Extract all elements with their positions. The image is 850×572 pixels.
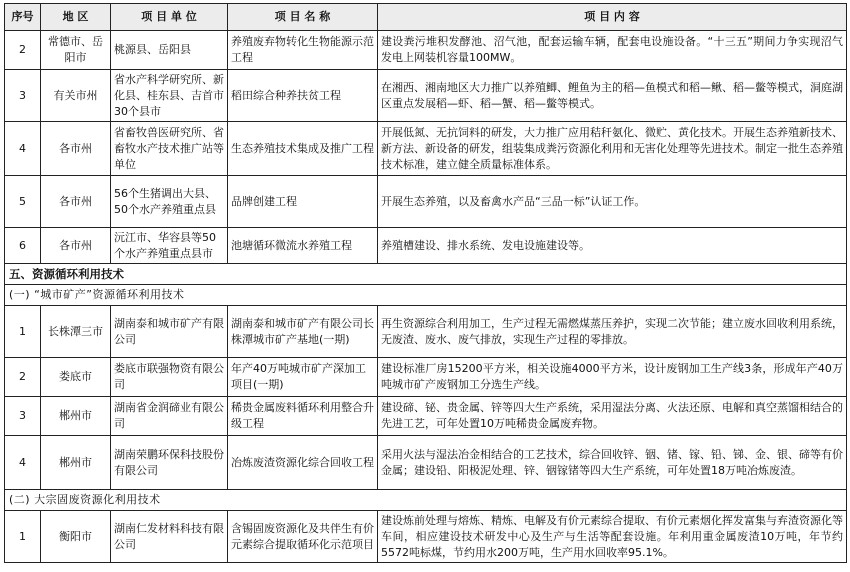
cell-name: 稀贵金属废料循环利用整合升级工程 bbox=[228, 397, 378, 436]
table-row bbox=[5, 436, 847, 490]
cell-content: 建设炼前处理与熔炼、精炼、电解及有价元素综合提取、有价元素烟化挥发富集与弃渣资源化等车间，相应建设技术研发中心及生产与生活等配套设施。年利用重金属废渣10万吨，年节约5572吨标煤，节约用水200万吨，生产用水回收率95.1%。 bbox=[378, 511, 847, 563]
section-heading: 五、资源循环利用技术 bbox=[5, 264, 847, 285]
cell-unit: 湖南泰和城市矿产有限公司 bbox=[111, 306, 228, 358]
cell-unit: 湖南省金润碲业有限公司 bbox=[111, 397, 228, 436]
cell-name: 池塘循环微流水养殖工程 bbox=[228, 228, 378, 264]
header-seq: 序号 bbox=[5, 4, 41, 31]
cell-name: 养殖废弃物转化生物能源示范工程 bbox=[228, 31, 378, 70]
cell-seq: 4 bbox=[5, 436, 41, 490]
cell-name: 含锡固废资源化及共伴生有价元素综合提取循环化示范项目 bbox=[228, 511, 378, 563]
table-row bbox=[5, 122, 847, 176]
cell-seq: 6 bbox=[5, 228, 41, 264]
table-row bbox=[5, 31, 847, 70]
table-row bbox=[5, 511, 847, 563]
cell-region: 郴州市 bbox=[41, 436, 111, 490]
cell-name: 冶炼废渣资源化综合回收工程 bbox=[228, 436, 378, 490]
cell-name: 品牌创建工程 bbox=[228, 176, 378, 228]
cell-content: 建设标准厂房15200平方米，相关设施4000平方米，设计废钢加工生产线3条，形成年产40万吨城市矿产废钢加工分选生产线。 bbox=[378, 358, 847, 397]
cell-name: 年产40万吨城市矿产深加工项目(一期) bbox=[228, 358, 378, 397]
cell-region: 有关市州 bbox=[41, 70, 111, 122]
header-content: 项 目 内 容 bbox=[378, 4, 847, 31]
cell-seq: 2 bbox=[5, 358, 41, 397]
cell-region: 娄底市 bbox=[41, 358, 111, 397]
cell-unit: 沅江市、华容县等50个水产养殖重点县市 bbox=[111, 228, 228, 264]
cell-unit: 湖南荣鹏环保科技股份有限公司 bbox=[111, 436, 228, 490]
header-unit: 项 目 单 位 bbox=[111, 4, 228, 31]
cell-unit: 桃源县、岳阳县 bbox=[111, 31, 228, 70]
cell-content: 采用火法与湿法冶金相结合的工艺技术，综合回收锌、铟、锗、镓、铅、锑、金、银、碲等有价金属；建设铅、阳极泥处理、锌、铟镓锗等四大生产系统，可年处置18万吨冶炼废渣。 bbox=[378, 436, 847, 490]
cell-name: 湖南泰和城市矿产有限公司长株潭城市矿产基地(一期) bbox=[228, 306, 378, 358]
cell-region: 常德市、岳阳市 bbox=[41, 31, 111, 70]
cell-seq: 4 bbox=[5, 122, 41, 176]
section-heading-row bbox=[5, 264, 847, 285]
cell-unit: 湖南仁发材料科技有限公司 bbox=[111, 511, 228, 563]
cell-content: 养殖槽建设、排水系统、发电设施建设等。 bbox=[378, 228, 847, 264]
cell-region: 衡阳市 bbox=[41, 511, 111, 563]
cell-unit: 娄底市联强物资有限公司 bbox=[111, 358, 228, 397]
cell-seq: 5 bbox=[5, 176, 41, 228]
cell-seq: 1 bbox=[5, 306, 41, 358]
cell-region: 各市州 bbox=[41, 176, 111, 228]
cell-seq: 1 bbox=[5, 511, 41, 563]
cell-name: 稻田综合种养扶贫工程 bbox=[228, 70, 378, 122]
subsection-heading-row bbox=[5, 285, 847, 306]
table-row bbox=[5, 228, 847, 264]
subsection-heading: (二) 大宗固废资源化利用技术 bbox=[5, 490, 847, 511]
cell-content: 开展低氮、无抗饲料的研发，大力推广应用秸秆氨化、微贮、黄化技术。开展生态养殖新技术、新方法、新设备的研发，组装集成粪污资源化利用和无害化处理等先进技术。制定一批生态养殖技术标准，建立健全质量标准体系。 bbox=[378, 122, 847, 176]
subsection-heading-row bbox=[5, 490, 847, 511]
cell-unit: 省水产科学研究所、新化县、桂东县、吉首市30个县市 bbox=[111, 70, 228, 122]
cell-seq: 3 bbox=[5, 397, 41, 436]
cell-seq: 3 bbox=[5, 70, 41, 122]
cell-region: 各市州 bbox=[41, 228, 111, 264]
table-header-row bbox=[5, 4, 847, 31]
cell-region: 郴州市 bbox=[41, 397, 111, 436]
header-region: 地 区 bbox=[41, 4, 111, 31]
cell-content: 再生资源综合利用加工，生产过程无需燃煤蒸压养护，实现二次节能；建立废水回收利用系统，无废渣、废水、废气排放，实现生产过程的零排放。 bbox=[378, 306, 847, 358]
cell-unit: 56个生猪调出大县、50个水产养殖重点县 bbox=[111, 176, 228, 228]
header-name: 项 目 名 称 bbox=[228, 4, 378, 31]
table-row bbox=[5, 358, 847, 397]
projects-table bbox=[4, 3, 847, 563]
table-row bbox=[5, 176, 847, 228]
cell-region: 各市州 bbox=[41, 122, 111, 176]
cell-content: 在湘西、湘南地区大力推广以养殖鲫、鲤鱼为主的稻—鱼模式和稻—鳅、稻—鳖等模式，洞庭湖区重点发展稻—虾、稻—蟹、稻—鳖等模式。 bbox=[378, 70, 847, 122]
cell-content: 建设粪污堆积发酵池、沼气池，配套运输车辆，配套电设施设备。“十三五”期间力争实现沼气发电上网装机容量100MW。 bbox=[378, 31, 847, 70]
subsection-heading: (一) “城市矿产”资源循环利用技术 bbox=[5, 285, 847, 306]
cell-content: 建设碲、铋、贵金属、锌等四大生产系统，采用湿法分离、火法还原、电解和真空蒸馏相结合的先进工艺，可年处置10万吨稀贵金属废弃物。 bbox=[378, 397, 847, 436]
table-row bbox=[5, 70, 847, 122]
cell-unit: 省畜牧兽医研究所、省畜牧水产技术推广站等单位 bbox=[111, 122, 228, 176]
table-row bbox=[5, 397, 847, 436]
table-row bbox=[5, 306, 847, 358]
cell-content: 开展生态养殖，以及畜禽水产品“三品一标”认证工作。 bbox=[378, 176, 847, 228]
cell-name: 生态养殖技术集成及推广工程 bbox=[228, 122, 378, 176]
cell-seq: 2 bbox=[5, 31, 41, 70]
cell-region: 长株潭三市 bbox=[41, 306, 111, 358]
